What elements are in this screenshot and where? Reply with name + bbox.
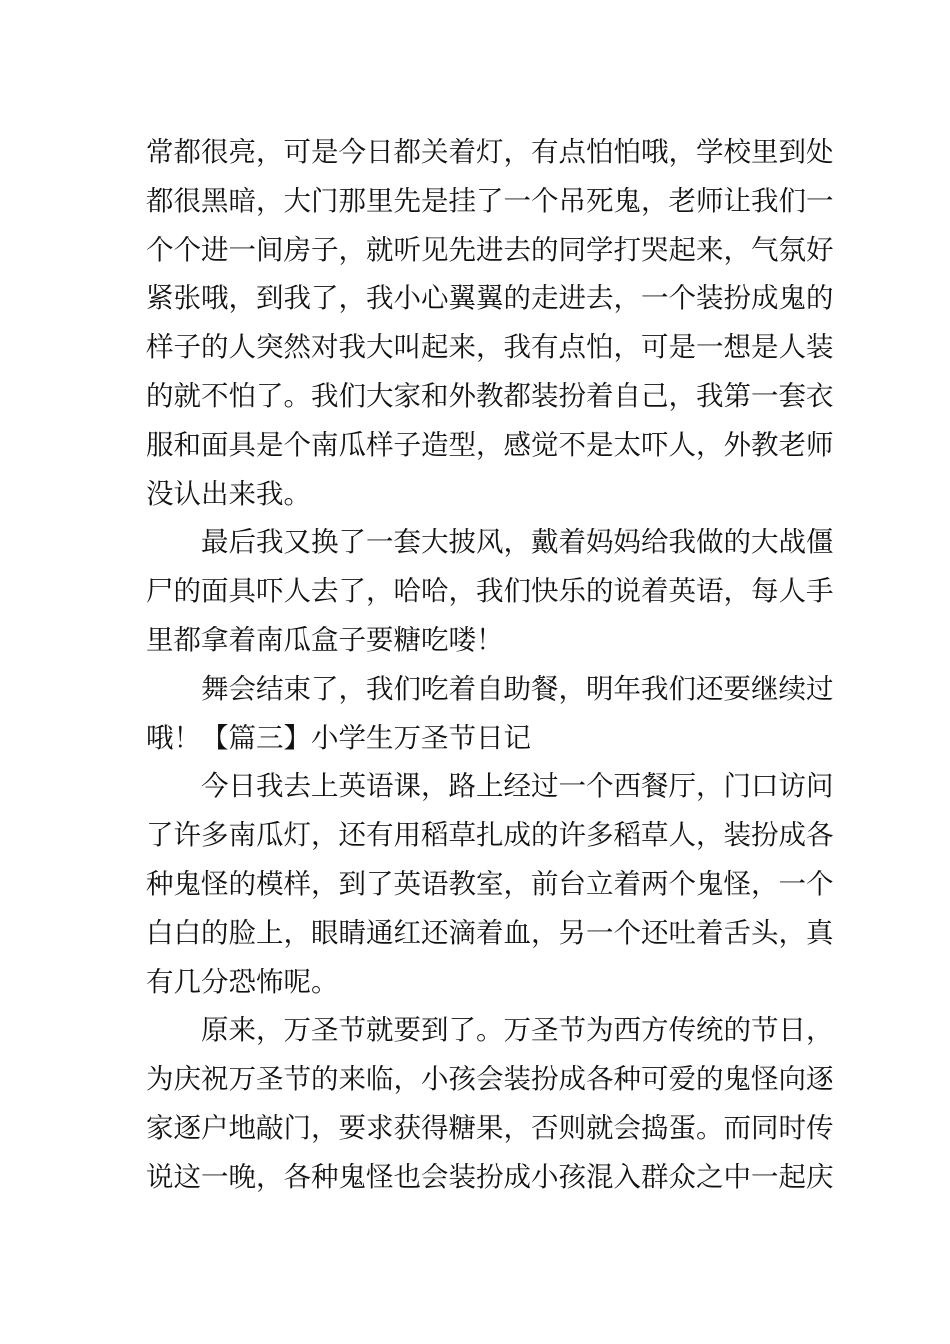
text-line: 了许多南瓜灯，还有用稻草扎成的许多稻草人，装扮成各 — [146, 819, 834, 852]
text-line: 的就不怕了。我们大家和外教都装扮着自己，我第一套衣 — [146, 379, 834, 412]
text-line: 紧张哦，到我了，我小心翼翼的走进去，一个装扮成鬼的 — [146, 282, 834, 315]
text-line: 哦！【篇三】小学生万圣节日记 — [146, 721, 531, 754]
text-line: 个个进一间房子，就听见先进去的同学打哭起来，气氛好 — [146, 233, 834, 266]
text-line: 尸的面具吓人去了，哈哈，我们快乐的说着英语，每人手 — [146, 575, 834, 608]
text-line: 种鬼怪的模样，到了英语教室，前台立着两个鬼怪，一个 — [146, 867, 834, 900]
text-line: 服和面具是个南瓜样子造型，感觉不是太吓人，外教老师 — [146, 428, 834, 461]
text-line: 里都拿着南瓜盒子要糖吃喽！ — [146, 623, 504, 656]
text-line: 白白的脸上，眼睛通红还滴着血，另一个还吐着舌头，真 — [146, 916, 834, 949]
text-line: 常都很亮，可是今日都关着灯，有点怕怕哦，学校里到处 — [146, 136, 834, 168]
text-line: 有几分恐怖呢。 — [146, 965, 339, 998]
text-line: 说这一晚，各种鬼怪也会装扮成小孩混入群众之中一起庆 — [146, 1160, 834, 1193]
text-line: 舞会结束了，我们吃着自助餐，明年我们还要继续过 — [201, 672, 834, 705]
text-line: 都很黑暗，大门那里先是挂了一个吊死鬼，老师让我们一 — [146, 184, 834, 217]
text-line: 样子的人突然对我大叫起来，我有点怕，可是一想是人装 — [146, 331, 834, 364]
body-text — [146, 128, 834, 1202]
text-line: 没认出来我。 — [146, 477, 311, 510]
text-line: 家逐户地敲门，要求获得糖果，否则就会捣蛋。而同时传 — [146, 1111, 834, 1144]
text-line: 原来，万圣节就要到了。万圣节为西方传统的节日， — [201, 1014, 834, 1047]
text-line: 今日我去上英语课，路上经过一个西餐厅，门口访问 — [201, 770, 834, 803]
text-line: 为庆祝万圣节的来临，小孩会装扮成各种可爱的鬼怪向逐 — [146, 1063, 834, 1096]
text-line: 最后我又换了一套大披风，戴着妈妈给我做的大战僵 — [201, 526, 834, 559]
